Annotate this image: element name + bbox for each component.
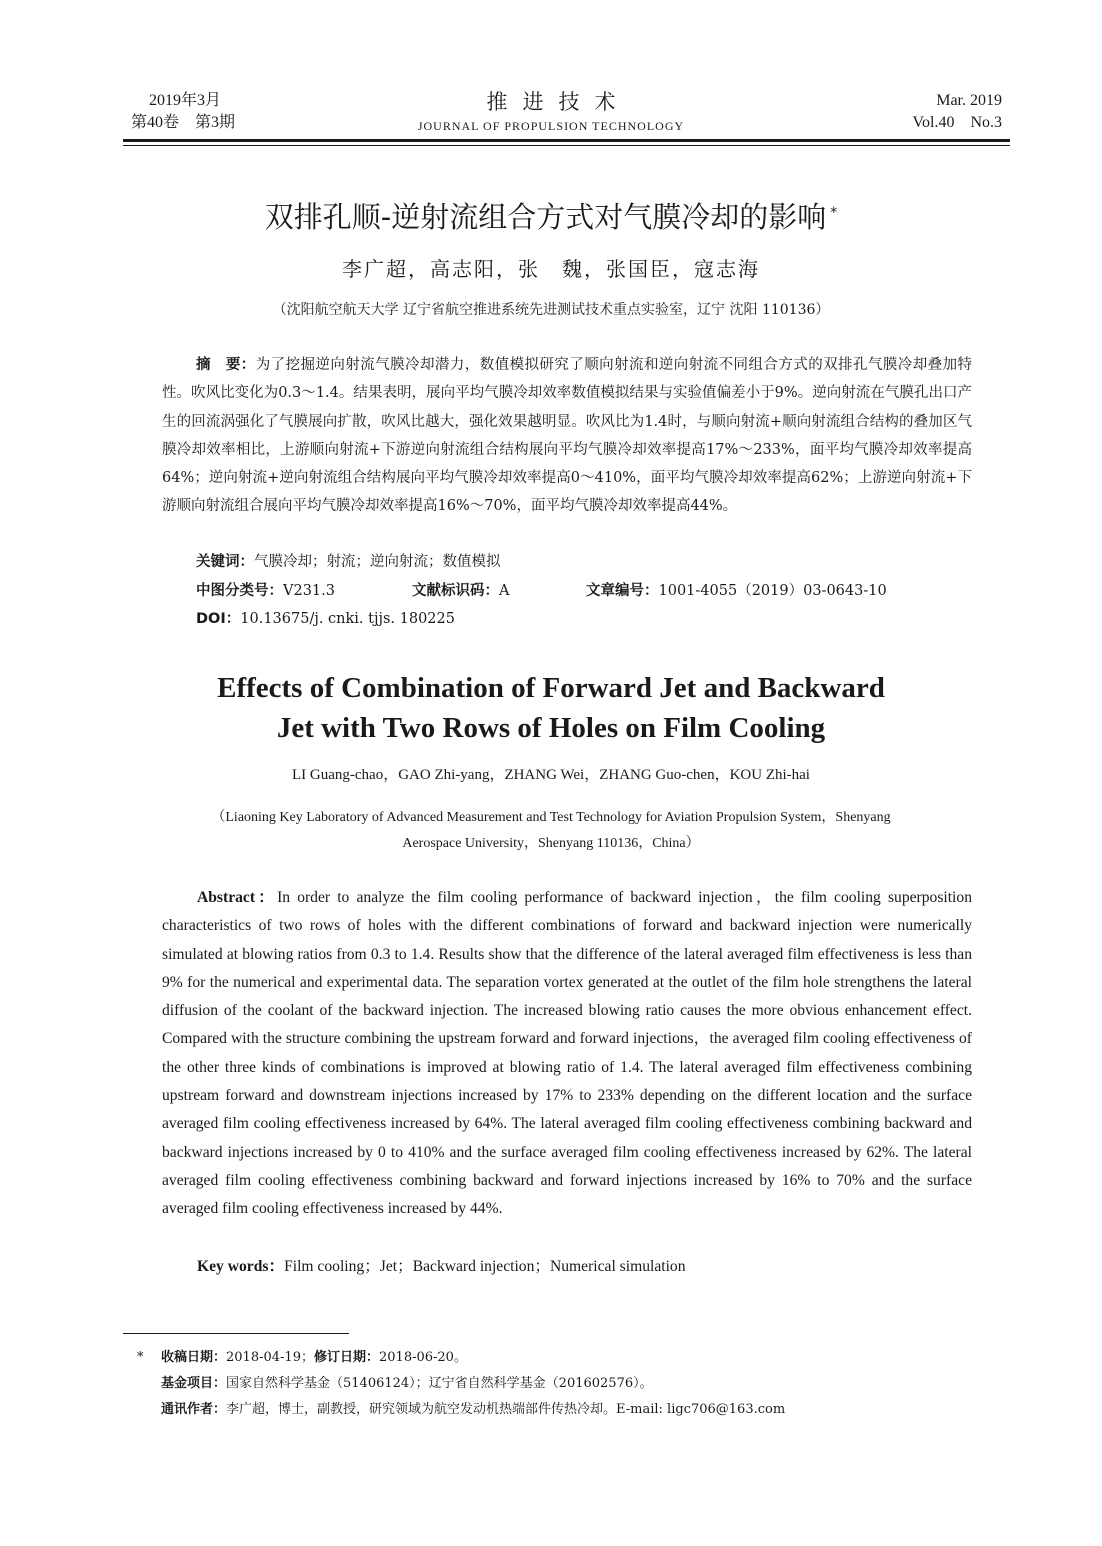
- authors-cn: 李广超，高志阳，张 魏，张国臣，寇志海: [342, 257, 760, 281]
- clc-value: V231.3: [283, 583, 335, 599]
- funding-text: 国家自然科学基金（51406124）；辽宁省自然科学基金（201602576）。: [226, 1376, 653, 1391]
- document-code: [412, 578, 509, 604]
- doi-label: DOI：: [196, 611, 241, 627]
- corresponding-author-label: 通讯作者：: [161, 1402, 227, 1417]
- authors-en: LI Guang-chao，GAO Zhi-yang，ZHANG Wei，ZHANG Guo-chen，KOU Zhi-hai: [292, 767, 810, 783]
- keywords-en-text: Film cooling；Jet；Backward injection；Numerical simulation: [284, 1258, 686, 1275]
- header-issue-en: [913, 90, 1003, 134]
- abstract-en-label: Abstract：: [197, 889, 278, 906]
- corresponding-author-text: 李广超，博士，副教授，研究领域为航空发动机热端部件传热冷却。E-mail: ligc706@163.com: [226, 1402, 786, 1417]
- header-volume-en: Vol.40 No.3: [912, 114, 1002, 131]
- affiliation-en: [0, 805, 1102, 857]
- header-date-en: Mar. 2019: [936, 92, 1002, 109]
- footnote-dates: [137, 1345, 785, 1371]
- keywords-cn-label: 关键词：: [196, 554, 254, 570]
- funding-label: 基金项目：: [161, 1376, 227, 1391]
- header-rule-thin: [123, 145, 1010, 146]
- affiliation-en-line1: （Liaoning Key Laboratory of Advanced Measurement and Test Technology for Aviation Propulsion System，Shenyang: [211, 810, 891, 825]
- article-number-label: 文章编号：: [586, 583, 659, 599]
- paper-title-cn-text: 双排孔顺-逆射流组合方式对气膜冷却的影响: [264, 200, 827, 234]
- paper-title-cn: [0, 196, 1102, 238]
- classification-line: [196, 578, 976, 604]
- header-volume-cn: 第40卷 第3期: [131, 114, 236, 131]
- affiliation-en-line2: Aerospace University，Shenyang 110136，China）: [402, 836, 700, 851]
- abstract-cn-label: 摘 要：: [196, 357, 256, 373]
- abstract-en-text: In order to analyze the film cooling performance of backward injection，the film cooling superposition characteristics of two rows of holes with the different combinations of forward and backward injection were numerically simulated at blowing ratios from 0.3 to 1.4. Results show that the difference of the lateral averaged film effectiveness is less than 9% for the numerical and experimental data. The separation vortex generated at the outlet of the film hole strengthens the lateral diffusion of the coolant of the backward injection. The increased blowing ratio causes the more obvious enhancement effect. Compared with the structure combining the upstream forward and forward injections，the averaged film cooling effectiveness of the other three kinds of combinations is improved at blowing ratio of 1.4. The lateral averaged film effectiveness combining upstream forward and downstream injections increased by 17% to 233% depending on the different location and the surface averaged film cooling effectiveness increased by 64%. The lateral averaged film cooling effectiveness combining backward and backward injections increased by 0 to 410% and the surface averaged film cooling effectiveness increased by 62%. The lateral averaged film cooling effectiveness combining backward and forward injections increased by 16% to 70% and the surface averaged film cooling effectiveness increased by 44%.: [162, 889, 972, 1218]
- footnote-rule: [123, 1333, 349, 1334]
- keywords-en: [197, 1254, 686, 1280]
- doi: [196, 606, 455, 632]
- article-number-value: 1001-4055（2019）03-0643-10: [658, 583, 887, 599]
- abstract-en: [162, 884, 972, 1224]
- keywords-cn: [196, 549, 501, 575]
- journal-name-en: JOURNAL OF PROPULSION TECHNOLOGY: [417, 119, 685, 133]
- keywords-cn-text: 气膜冷却；射流；逆向射流；数值模拟: [254, 554, 501, 570]
- clc-label: 中图分类号：: [196, 583, 283, 599]
- article-number: [586, 578, 887, 604]
- revised-label: 修订日期：: [313, 1350, 379, 1365]
- revised-date: 2018-06-20。: [379, 1350, 467, 1365]
- abstract-cn-text: 为了挖掘逆向射流气膜冷却潜力，数值模拟研究了顺向射流和逆向射流不同组合方式的双排孔气膜冷却叠加特性。吹风比变化为0.3～1.4。结果表明，展向平均气膜冷却效率数值模拟结果与实验值偏差小于9%。逆向射流在气膜孔出口产生的回流涡强化了气膜展向扩散，吹风比越大，强化效果越明显。吹风比为1.4时，与顺向射流+顺向射流组合结构的叠加区气膜冷却效率相比，上游顺向射流+下游逆向射流组合结构展向平均气膜冷却效率提高17%～233%，面平均气膜冷却效率提高64%；逆向射流+逆向射流组合结构展向平均气膜冷却效率提高0～410%，面平均气膜冷却效率提高62%；上游逆向射流+下游顺向射流组合展向平均气膜冷却效率提高16%～70%，面平均气膜冷却效率提高44%。: [162, 357, 973, 515]
- title-footnote-mark: *: [830, 205, 838, 221]
- header-date-cn: 2019年3月: [149, 92, 222, 109]
- footnote-star: *: [137, 1350, 144, 1365]
- paper-title-en-line1: Effects of Combination of Forward Jet and Backward: [217, 672, 885, 704]
- clc-number: [196, 583, 335, 599]
- header-rule-thick: [123, 139, 1010, 142]
- received-label: 收稿日期：: [161, 1350, 227, 1365]
- document-code-value: A: [499, 583, 510, 599]
- footnotes: [137, 1345, 785, 1423]
- abstract-cn: [162, 351, 972, 521]
- document-code-label: 文献标识码：: [412, 583, 499, 599]
- paper-title-en: [0, 668, 1102, 748]
- footnote-funding: [137, 1371, 785, 1397]
- keywords-en-label: Key words：: [197, 1258, 285, 1275]
- affiliation-cn: （沈阳航空航天大学 辽宁省航空推进系统先进测试技术重点实验室，辽宁 沈阳 110136）: [272, 302, 830, 318]
- paper-title-en-line2: Jet with Two Rows of Holes on Film Cooling: [276, 712, 826, 744]
- received-date: 2018-04-19；: [226, 1350, 314, 1365]
- doi-value: 10.13675/j. cnki. tjjs. 180225: [240, 611, 455, 627]
- journal-name-cn: 推进技术: [486, 90, 631, 114]
- footnote-corresponding-author: [137, 1397, 785, 1423]
